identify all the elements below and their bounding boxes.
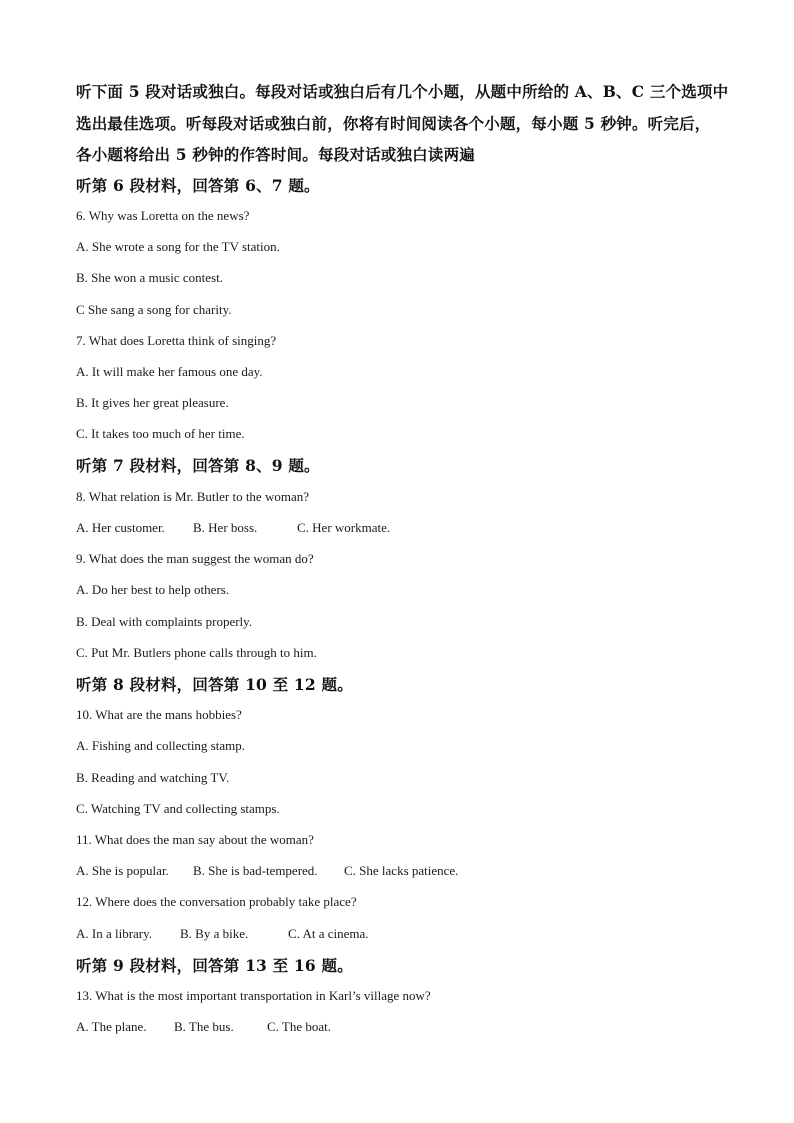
section-heading-9: 听第 9 段材料，回答第 13 至 16 题。 xyxy=(76,956,353,975)
option-9a: A. Do her best to help others. xyxy=(76,582,230,597)
option-8a: A. Her customer. xyxy=(76,520,165,535)
option-13c: C. The boat. xyxy=(267,1019,332,1034)
question-6: 6. Why was Loretta on the news? xyxy=(76,208,250,223)
option-13a: A. The plane. xyxy=(76,1019,147,1034)
option-12b: B. By a bike. xyxy=(180,926,249,941)
option-11a: A. She is popular. xyxy=(76,863,169,878)
option-11b: B. She is bad-tempered. xyxy=(193,863,318,878)
option-7c: C. It takes too much of her time. xyxy=(76,426,245,441)
options-11 xyxy=(76,863,458,879)
question-12: 12. Where does the conversation probably take place? xyxy=(76,894,357,909)
options-8 xyxy=(76,520,390,536)
instruction-line-3: 各小题将给出 5 秒钟的作答时间。每段对话或独白读两遍 xyxy=(76,145,475,164)
options-13 xyxy=(76,1019,331,1035)
question-9: 9. What does the man suggest the woman do? xyxy=(76,551,314,566)
option-8b: B. Her boss. xyxy=(193,520,258,535)
option-11c: C. She lacks patience. xyxy=(344,863,459,878)
option-6c: C She sang a song for charity. xyxy=(76,302,232,317)
question-13: 13. What is the most important transportation in Karl’s village now? xyxy=(76,988,431,1003)
question-8: 8. What relation is Mr. Butler to the woman? xyxy=(76,489,309,504)
option-6a: A. She wrote a song for the TV station. xyxy=(76,239,280,254)
options-12 xyxy=(76,926,369,942)
option-13b: B. The bus. xyxy=(174,1019,234,1034)
question-10: 10. What are the mans hobbies? xyxy=(76,707,242,722)
instruction-line-1: 听下面 5 段对话或独白。每段对话或独白后有几个小题，从题中所给的 A、B、C 三个选项中 xyxy=(76,82,729,101)
option-7b: B. It gives her great pleasure. xyxy=(76,395,229,410)
section-heading-7: 听第 7 段材料，回答第 8、9 题。 xyxy=(76,456,320,475)
option-12c: C. At a cinema. xyxy=(288,926,369,941)
instruction-line-2: 选出最佳选项。听每段对话或独白前，你将有时间阅读各个小题，每小题 5 秒钟。听完后， xyxy=(76,114,711,133)
option-8c: C. Her workmate. xyxy=(297,520,391,535)
option-6b: B. She won a music contest. xyxy=(76,270,223,285)
option-7a: A. It will make her famous one day. xyxy=(76,364,263,379)
section-heading-6: 听第 6 段材料，回答第 6、7 题。 xyxy=(76,176,320,195)
option-12a: A. In a library. xyxy=(76,926,153,941)
option-10a: A. Fishing and collecting stamp. xyxy=(76,738,245,753)
option-9c: C. Put Mr. Butlers phone calls through to him. xyxy=(76,645,317,660)
option-10b: B. Reading and watching TV. xyxy=(76,770,230,785)
option-10c: C. Watching TV and collecting stamps. xyxy=(76,801,280,816)
section-heading-8: 听第 8 段材料，回答第 10 至 12 题。 xyxy=(76,675,353,694)
option-9b: B. Deal with complaints properly. xyxy=(76,614,253,629)
question-11: 11. What does the man say about the woman? xyxy=(76,832,314,847)
question-7: 7. What does Loretta think of singing? xyxy=(76,333,277,348)
